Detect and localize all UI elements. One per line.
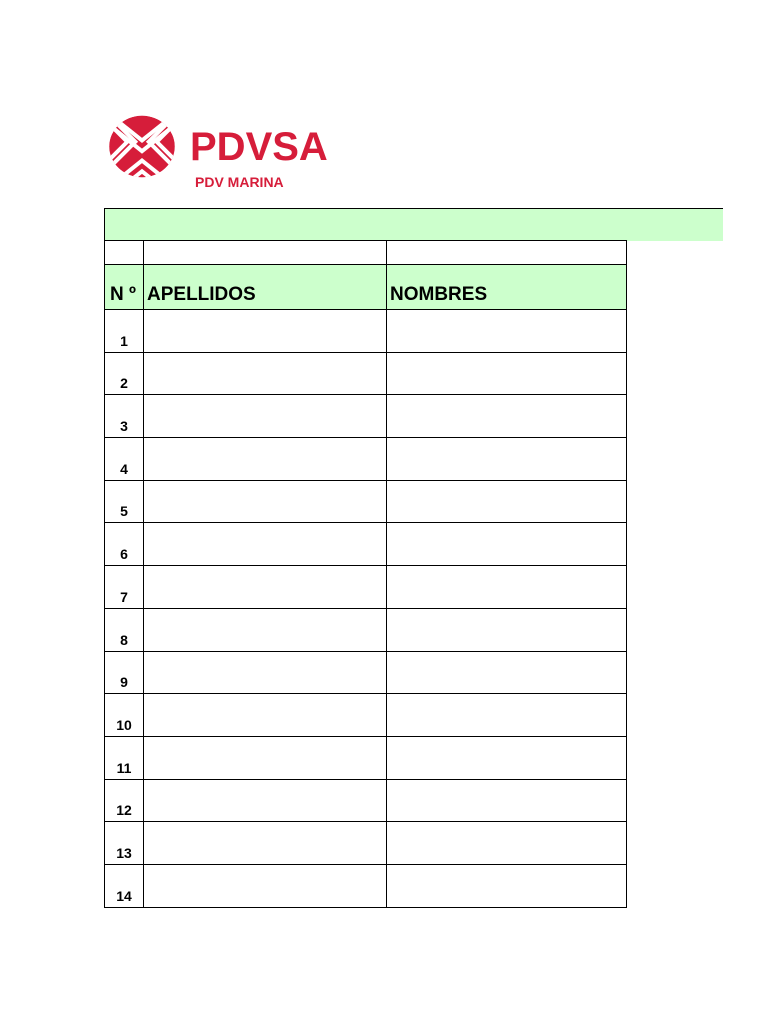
nombres-cell[interactable]	[387, 566, 627, 609]
spacer-row	[105, 241, 627, 265]
row-number: 2	[105, 352, 144, 395]
nombres-cell[interactable]	[387, 480, 627, 523]
row-number: 8	[105, 608, 144, 651]
row-number: 5	[105, 480, 144, 523]
header-nombres: NOMBRES	[387, 265, 627, 310]
nombres-cell[interactable]	[387, 395, 627, 438]
table-row	[105, 566, 627, 609]
apellidos-cell[interactable]	[144, 608, 387, 651]
nombres-cell[interactable]	[387, 864, 627, 907]
header-number: N º	[105, 265, 144, 310]
cell	[144, 241, 387, 265]
row-number: 10	[105, 694, 144, 737]
apellidos-cell[interactable]	[144, 864, 387, 907]
nombres-cell[interactable]	[387, 651, 627, 694]
apellidos-cell[interactable]	[144, 651, 387, 694]
apellidos-cell[interactable]	[144, 694, 387, 737]
row-number: 9	[105, 651, 144, 694]
roster-table	[104, 240, 627, 908]
nombres-cell[interactable]	[387, 736, 627, 779]
table-row	[105, 694, 627, 737]
row-number: 6	[105, 523, 144, 566]
nombres-cell[interactable]	[387, 694, 627, 737]
table-row	[105, 438, 627, 481]
cell	[387, 241, 627, 265]
table-row	[105, 651, 627, 694]
table-row	[105, 310, 627, 353]
apellidos-cell[interactable]	[144, 523, 387, 566]
nombres-cell[interactable]	[387, 310, 627, 353]
apellidos-cell[interactable]	[144, 736, 387, 779]
apellidos-cell[interactable]	[144, 566, 387, 609]
header-apellidos: APELLIDOS	[144, 265, 387, 310]
nombres-cell[interactable]	[387, 822, 627, 865]
table-row	[105, 822, 627, 865]
row-number: 7	[105, 566, 144, 609]
apellidos-cell[interactable]	[144, 480, 387, 523]
apellidos-cell[interactable]	[144, 779, 387, 822]
row-number: 12	[105, 779, 144, 822]
cell	[105, 241, 144, 265]
apellidos-cell[interactable]	[144, 438, 387, 481]
nombres-cell[interactable]	[387, 523, 627, 566]
apellidos-cell[interactable]	[144, 352, 387, 395]
table-row	[105, 779, 627, 822]
apellidos-cell[interactable]	[144, 822, 387, 865]
table-row	[105, 395, 627, 438]
apellidos-cell[interactable]	[144, 310, 387, 353]
nombres-cell[interactable]	[387, 779, 627, 822]
row-number: 13	[105, 822, 144, 865]
nombres-cell[interactable]	[387, 608, 627, 651]
pdvsa-logo-icon	[108, 115, 176, 178]
pdvsa-logo-text: PDVSA	[190, 125, 328, 169]
row-number: 1	[105, 310, 144, 353]
table-row	[105, 352, 627, 395]
table-row	[105, 608, 627, 651]
subtitle: PDV MARINA	[195, 174, 284, 190]
nombres-cell[interactable]	[387, 438, 627, 481]
row-number: 14	[105, 864, 144, 907]
table-row	[105, 864, 627, 907]
row-number: 3	[105, 395, 144, 438]
table-row	[105, 736, 627, 779]
table-row	[105, 523, 627, 566]
header-row	[105, 265, 627, 310]
row-number: 11	[105, 736, 144, 779]
row-number: 4	[105, 438, 144, 481]
nombres-cell[interactable]	[387, 352, 627, 395]
apellidos-cell[interactable]	[144, 395, 387, 438]
table-row	[105, 480, 627, 523]
title-band	[104, 208, 723, 241]
